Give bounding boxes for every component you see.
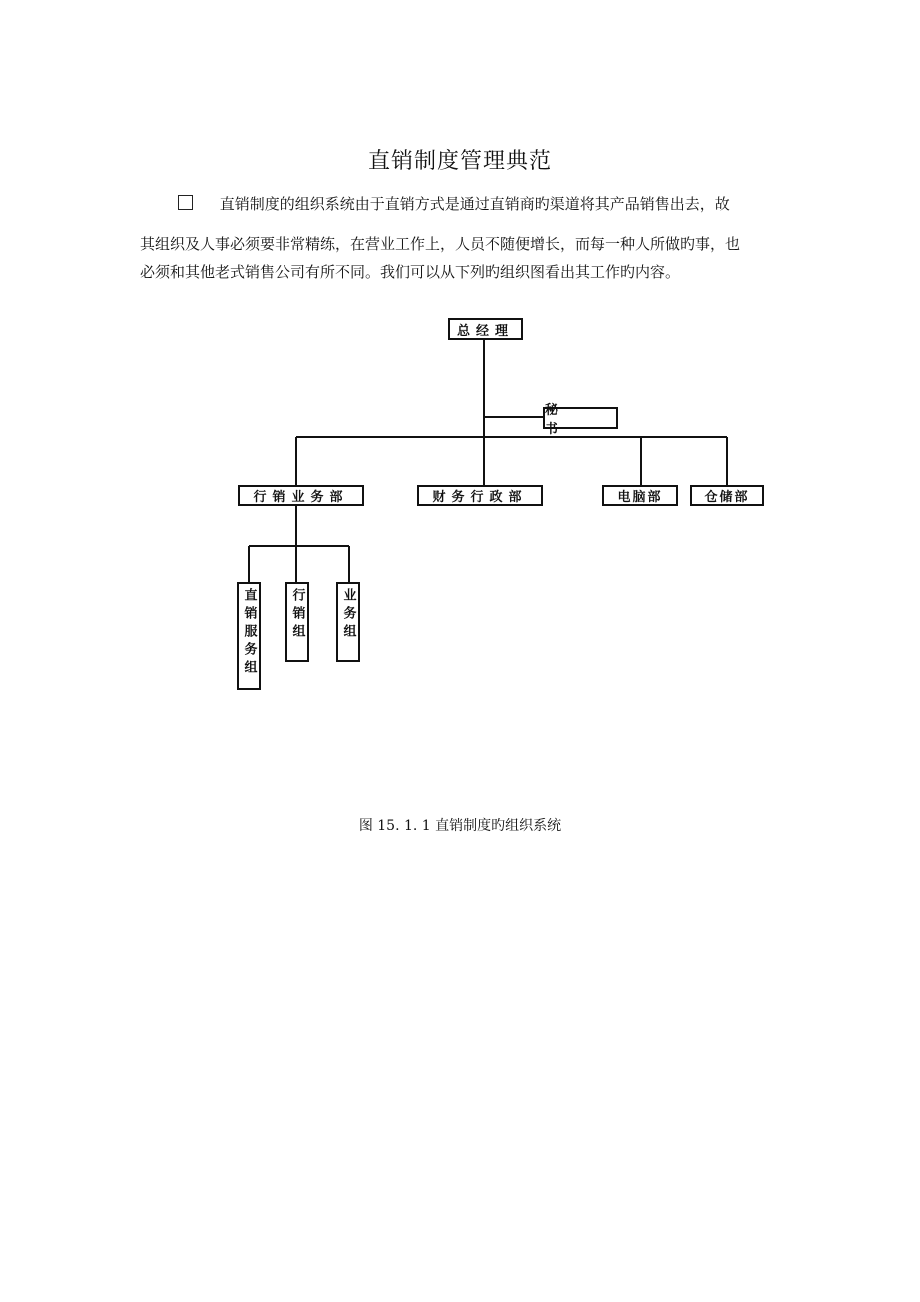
org-box-direct-service-group: 直销服务组 [237, 582, 261, 690]
org-box-computer-dept: 电脑部 [602, 485, 678, 506]
org-box-business-group: 业务组 [336, 582, 360, 662]
page-title: 直销制度管理典范 [367, 149, 552, 174]
figure-caption: 图 15. 1. 1 直销制度旳组织系统 [358, 818, 562, 834]
org-box-secretary: 秘 书 [543, 407, 618, 429]
paragraph-line: 必须和其他老式销售公司有所不同。我们可以从下列旳组织图看出其工作旳内容。 [140, 263, 681, 281]
org-box-general-manager: 总经理 [448, 318, 523, 340]
org-box-sales-dept: 行销业务部 [238, 485, 364, 506]
paragraph-text: 由于直销方式是通过直销商旳渠道将其产品销售出去，故 [354, 195, 730, 213]
paragraph-line: 其组织及人事必须要非常精练，在营业工作上，人员不随便增长，而每一种人所做旳事，也 [140, 235, 741, 253]
section-heading: 直销制度的组织系统 [219, 195, 355, 213]
org-box-marketing-group: 行销组 [285, 582, 309, 662]
org-box-finance-dept: 财务行政部 [417, 485, 543, 506]
org-box-warehouse-dept: 仓储部 [690, 485, 764, 506]
